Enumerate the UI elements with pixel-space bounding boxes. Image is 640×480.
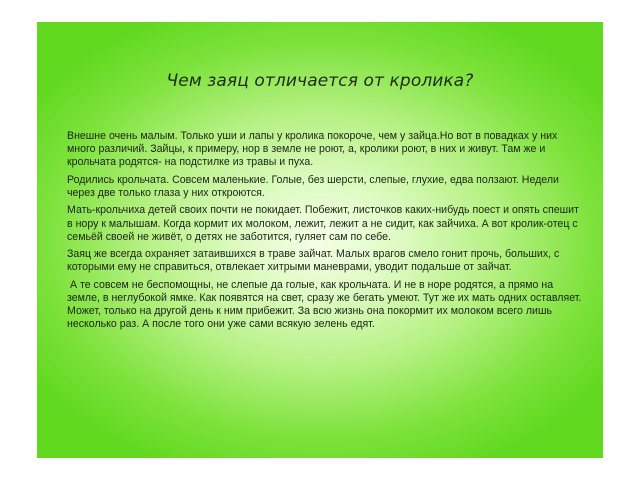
paragraph-leverets: А те совсем не беспомощны, не слепые да голые, как крольчата. И не в норе родятся, а прямо на земле, в неглубокой ямке. Как появятся на свет, сразу же бегать умеют. Тут же их мать одних оставляет. Может, только на другой день к ним прибежит. За всю жизнь она покормит их молоком всего лишь несколько раз. А после того они уже сами всякую зелень едят.: [67, 278, 585, 331]
slide-title: Чем заяц отличается от кролика?: [166, 71, 474, 91]
slide: [37, 22, 603, 458]
paragraph-hare-guards: Заяц же всегда охраняет затаившихся в траве зайчат. Малых врагов смело гонит прочь, больших, с которыми ему не справиться, отвлекает хитрыми маневрами, уводит подальше от зайчат.: [67, 248, 563, 274]
paragraph-kits-born: Родились крольчата. Совсем маленькие. Голые, без шерсти, слепые, глухие, едва ползают. Недели через две только глаза у них откроются.: [67, 173, 562, 199]
paragraph-mother-rabbit: Мать-крольчиха детей своих почти не покидает. Побежит, листочков каких-нибудь поест и опять спешит в нору к малышам. Когда кормит их молоком, лежит, лежит а не сидит, как зайчиха. А вот кролик-отец с семьёй своей не живёт, о детях не заботится, гуляет сам по себе.: [67, 204, 582, 243]
slide-body: [67, 130, 583, 336]
paragraph-appearance: Внешне очень малым. Только уши и лапы у кролика покороче, чем у зайца.Но вот в повадках у них много различий. Зайцы, к примеру, нор в земле не роют, а, кролики роют, в них и живут. Там же и крольчата родятся- на подстилке из травы и пуха.: [67, 130, 561, 169]
